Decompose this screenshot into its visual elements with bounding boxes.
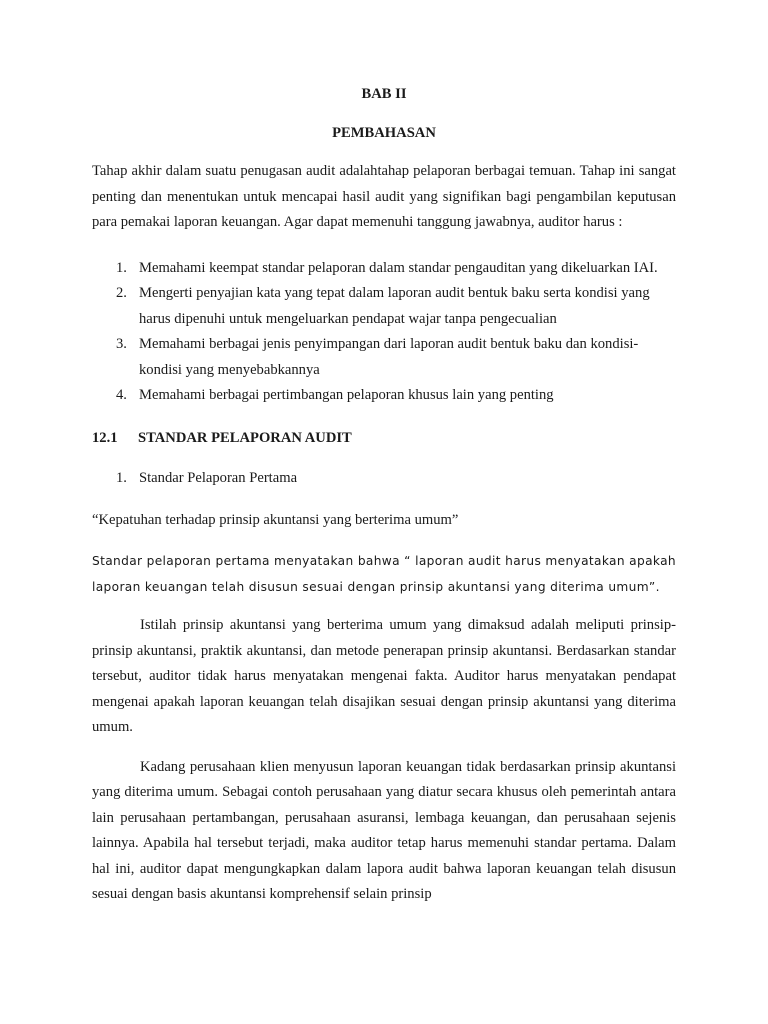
list-item-number: 3. bbox=[116, 336, 127, 352]
list-item-number: 1. bbox=[116, 259, 127, 276]
sub-list-item-number: 1. bbox=[116, 470, 127, 486]
list-item-number: 4. bbox=[116, 387, 127, 403]
list-item-text: Mengerti penyajian kata yang tepat dalam laporan audit bentuk baku serta kondisi yang harus dipenuhi untuk mengeluarkan pendapat wajar tanpa pengecualian bbox=[139, 285, 650, 327]
chapter-heading: BAB II bbox=[361, 86, 407, 102]
section-heading: PEMBAHASAN bbox=[332, 125, 436, 141]
standard-statement: Standar pelaporan pertama menyatakan bahwa “ laporan audit harus menyatakan apakah laporan keuangan telah disusun sesuai dengan prinsip akuntansi yang diterima umum”. bbox=[92, 554, 676, 594]
subsection-heading bbox=[92, 426, 676, 452]
sub-list-item-text: Standar Pelaporan Pertama bbox=[139, 470, 298, 486]
list-item bbox=[92, 332, 676, 383]
list-item bbox=[92, 256, 676, 282]
topics-list bbox=[92, 256, 676, 409]
subsection-number: 12.1 bbox=[92, 429, 118, 446]
list-item-text: Memahami berbagai pertimbangan pelaporan khusus lain yang penting bbox=[139, 387, 554, 403]
list-item-text: Memahami berbagai jenis penyimpangan dari laporan audit bentuk baku dan kondisi-kondisi yang menyebabkannya bbox=[139, 336, 639, 378]
subsection-title: STANDAR PELAPORAN AUDIT bbox=[138, 429, 352, 446]
list-item bbox=[92, 383, 676, 409]
document-page bbox=[92, 86, 676, 922]
list-item-text: Memahami keempat standar pelaporan dalam standar pengauditan yang dikeluarkan IAI. bbox=[139, 259, 658, 276]
sub-list-item bbox=[92, 466, 676, 492]
list-item bbox=[92, 281, 676, 332]
body-paragraph: Istilah prinsip akuntansi yang berterima umum yang dimaksud adalah meliputi prinsip-prinsip akuntansi, praktik akuntansi, dan metode penerapan prinsip akuntansi. Berdasarkan standar tersebut, auditor tidak harus menyatakan mengenai fakta. Auditor harus menyatakan pendapat mengenai apakah laporan keuangan telah disajikan sesuai dengan prinsip akuntansi yang diterima umum. bbox=[92, 617, 676, 735]
standard-quote: “Kepatuhan terhadap prinsip akuntansi yang berterima umum” bbox=[92, 511, 459, 528]
body-paragraph: Kadang perusahaan klien menyusun laporan keuangan tidak berdasarkan prinsip akuntansi yang diterima umum. Sebagai contoh perusahaan yang diatur secara khusus oleh pemerintah antara lain perusahaan pertambangan, perusahaan asuransi, lembaga keuangan, dan perusahaan sejenis lainnya. Apabila hal tersebut terjadi, maka auditor tetap harus memenuhi standar pertama. Dalam hal ini, auditor dapat mengungkapkan dalam lapora audit bahwa laporan keuangan telah disusun sesuai dengan basis akuntansi komprehensif selain prinsip bbox=[92, 758, 676, 902]
intro-paragraph: Tahap akhir dalam suatu penugasan audit adalahtahap pelaporan berbagai temuan. Tahap ini sangat penting dan menentukan untuk mencapai hasil audit yang signifikan bagi pengambilan keputusan para pemakai laporan keuangan. Agar dapat memenuhi tanggung jawabnya, auditor harus : bbox=[92, 163, 676, 230]
list-item-number: 2. bbox=[116, 285, 127, 301]
